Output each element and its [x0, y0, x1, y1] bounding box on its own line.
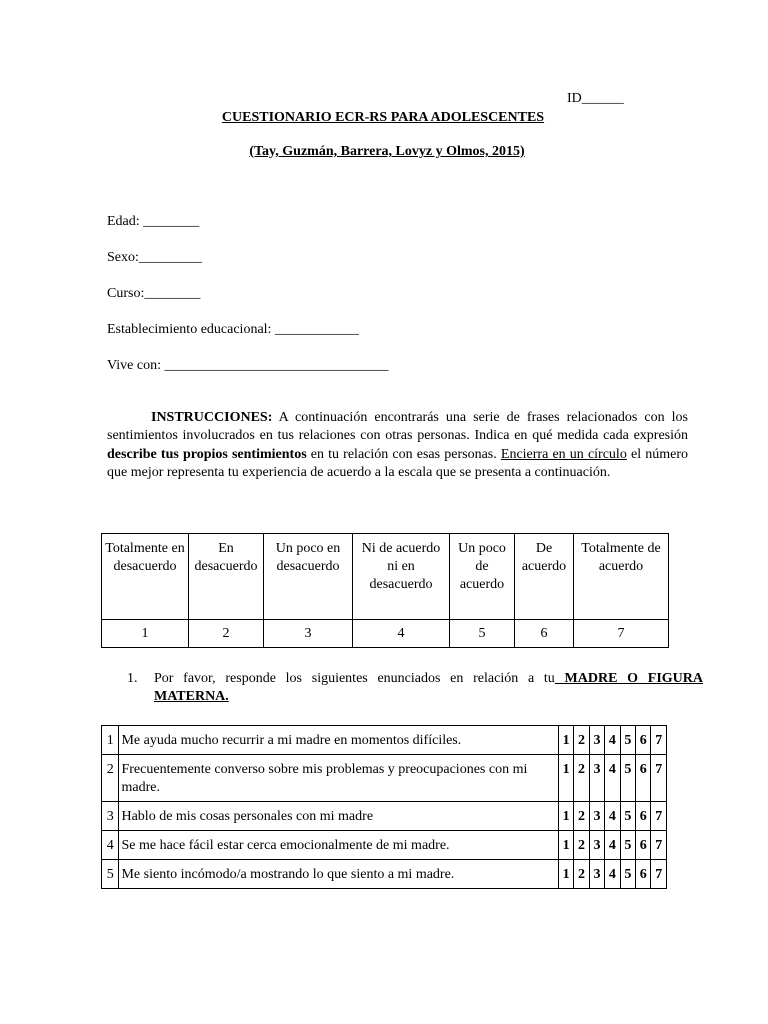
scale-table	[101, 533, 669, 648]
scale-label: Totalmente de acuerdo	[574, 534, 669, 620]
item-text: Me siento incómodo/a mostrando lo que siento a mi madre.	[119, 860, 558, 889]
item-option-2[interactable]: 2	[574, 860, 589, 889]
scale-value: 2	[189, 620, 264, 648]
item-option-2[interactable]: 2	[574, 726, 589, 755]
scale-label: Un poco en desacuerdo	[264, 534, 353, 620]
lives-with-field[interactable]: Vive con: ________________________________	[107, 358, 389, 373]
item-number: 5	[102, 860, 119, 889]
item-option-3[interactable]: 3	[589, 860, 604, 889]
section-text-main: Por favor, responde los siguientes enunciados en relación a tu	[154, 671, 555, 686]
instructions-bold: describe tus propios sentimientos	[107, 446, 307, 462]
scale-value: 6	[515, 620, 574, 648]
item-text: Me ayuda mucho recurrir a mi madre en momentos difíciles.	[119, 726, 558, 755]
instructions-underlined: Encierra en un círculo	[500, 446, 627, 462]
item-option-7[interactable]: 7	[651, 831, 667, 860]
instructions-text-2: en tu relación con esas personas.	[306, 446, 501, 462]
scale-value: 5	[450, 620, 515, 648]
scale-value: 3	[264, 620, 353, 648]
item-number: 3	[102, 802, 119, 831]
scale-value: 7	[574, 620, 669, 648]
item-option-1[interactable]: 1	[558, 755, 573, 802]
item-option-1[interactable]: 1	[558, 860, 573, 889]
scale-label: De acuerdo	[515, 534, 574, 620]
item-text: Frecuentemente converso sobre mis problemas y preocupaciones con mi madre.	[119, 755, 558, 802]
item-option-7[interactable]: 7	[651, 860, 667, 889]
scale-label: Ni de acuerdo ni en desacuerdo	[353, 534, 450, 620]
item-option-1[interactable]: 1	[558, 726, 573, 755]
item-option-1[interactable]: 1	[558, 802, 573, 831]
items-table	[101, 725, 667, 889]
school-field[interactable]: Establecimiento educacional: ____________	[107, 322, 359, 337]
scale-label: Un poco de acuerdo	[450, 534, 515, 620]
section-emphasis-line2: MATERNA.	[154, 689, 229, 704]
item-option-2[interactable]: 2	[574, 831, 589, 860]
item-option-7[interactable]: 7	[651, 802, 667, 831]
item-text: Hablo de mis cosas personales con mi madre	[119, 802, 558, 831]
item-number: 2	[102, 755, 119, 802]
scale-value: 1	[102, 620, 189, 648]
instructions-label: INSTRUCCIONES:	[151, 410, 273, 425]
item-option-4[interactable]: 4	[605, 802, 620, 831]
item-option-5[interactable]: 5	[620, 831, 635, 860]
scale-label: En desacuerdo	[189, 534, 264, 620]
item-option-7[interactable]: 7	[651, 755, 667, 802]
item-text: Se me hace fácil estar cerca emocionalmente de mi madre.	[119, 831, 558, 860]
section-emphasis: MADRE O FIGURA	[554, 671, 703, 686]
item-option-3[interactable]: 3	[589, 726, 604, 755]
item-option-4[interactable]: 4	[605, 726, 620, 755]
citation: (Tay, Guzmán, Barrera, Lovyz y Olmos, 2015)	[249, 144, 525, 159]
item-number: 4	[102, 831, 119, 860]
sex-field[interactable]: Sexo:_________	[107, 250, 202, 265]
item-number: 1	[102, 726, 119, 755]
item-row	[102, 726, 667, 755]
item-option-5[interactable]: 5	[620, 726, 635, 755]
item-option-6[interactable]: 6	[636, 831, 651, 860]
scale-value: 4	[353, 620, 450, 648]
item-row	[102, 755, 667, 802]
item-option-5[interactable]: 5	[620, 802, 635, 831]
item-option-2[interactable]: 2	[574, 755, 589, 802]
instructions-text-1: A continuación encontrarás una serie de frases relacionados con los sentimientos involucrados en tus relaciones con otras personas. Indica en qué medida cada expresión	[107, 410, 688, 444]
instructions	[107, 409, 688, 483]
id-field[interactable]: ID______	[567, 91, 624, 106]
item-option-4[interactable]: 4	[605, 755, 620, 802]
item-option-3[interactable]: 3	[589, 831, 604, 860]
item-option-6[interactable]: 6	[636, 860, 651, 889]
item-option-5[interactable]: 5	[620, 755, 635, 802]
item-row	[102, 860, 667, 889]
item-option-1[interactable]: 1	[558, 831, 573, 860]
age-field[interactable]: Edad: ________	[107, 214, 200, 229]
item-option-4[interactable]: 4	[605, 831, 620, 860]
item-option-3[interactable]: 3	[589, 802, 604, 831]
course-field[interactable]: Curso:________	[107, 286, 201, 301]
scale-label: Totalmente en desacuerdo	[102, 534, 189, 620]
section-text	[154, 670, 703, 706]
item-row	[102, 802, 667, 831]
item-option-6[interactable]: 6	[636, 726, 651, 755]
item-row	[102, 831, 667, 860]
instructions-text-3: el número que mejor representa tu experiencia de acuerdo a la escala que se presenta a continuación.	[107, 446, 688, 481]
item-option-7[interactable]: 7	[651, 726, 667, 755]
section-number: 1.	[127, 671, 138, 686]
item-option-3[interactable]: 3	[589, 755, 604, 802]
page-title: CUESTIONARIO ECR-RS PARA ADOLESCENTES	[221, 110, 545, 125]
item-option-4[interactable]: 4	[605, 860, 620, 889]
item-option-6[interactable]: 6	[636, 802, 651, 831]
item-option-6[interactable]: 6	[636, 755, 651, 802]
item-option-2[interactable]: 2	[574, 802, 589, 831]
item-option-5[interactable]: 5	[620, 860, 635, 889]
